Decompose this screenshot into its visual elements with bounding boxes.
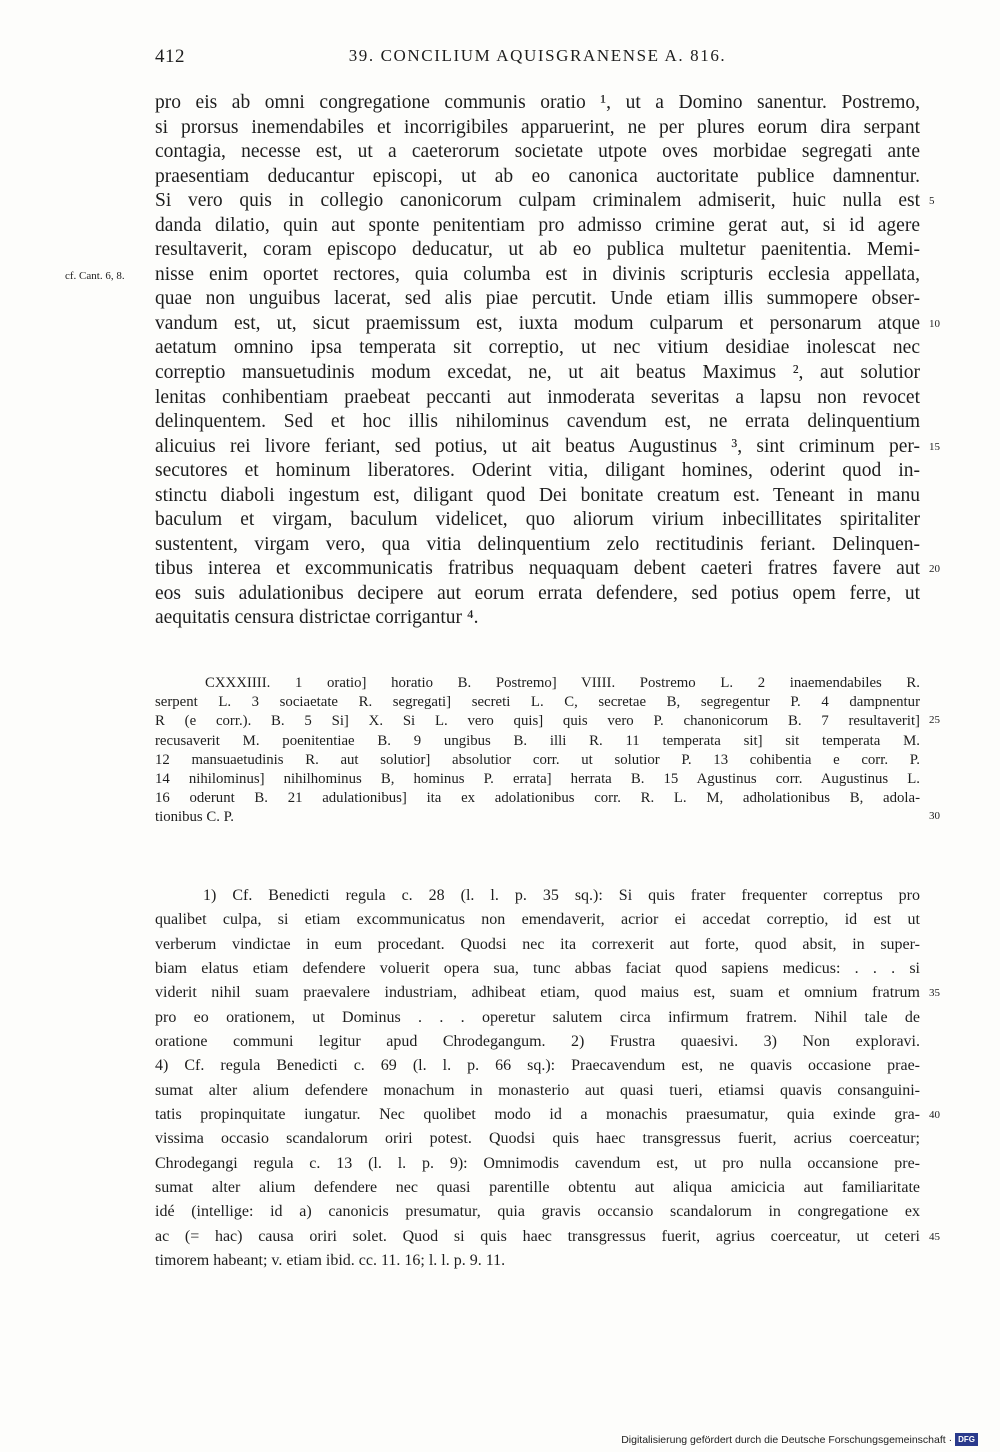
main-text-block (65, 91, 940, 631)
text-line-text: eos suis adulationibus decipere aut eorum errata defendere, sed potius opem ferre, ut (155, 582, 920, 604)
text-line-text: stinctu diaboli ingestum est, diligant quod Dei bonitate creatum est. Teneant in manu (155, 484, 920, 506)
text-line (155, 165, 920, 190)
text-line (155, 361, 920, 386)
text-line (155, 238, 920, 263)
apparatus-line-text: 16 oderunt B. 21 adulationibus] ita ex adolationibus corr. R. L. M, adholationibus B, adola- (155, 790, 920, 807)
footnote-line-text: 1) Cf. Benedicti regula c. 28 (l. l. p. 35 sq.): Si quis frater frequenter correptus pro (203, 887, 920, 904)
text-line-text: danda dilatio, quin aut sponte penitentiam pro admisso crimine gerat aut, si id agere (155, 214, 920, 236)
text-line-text: Si vero quis in collegio canonicorum culpam criminalem admiserit, huic nulla est (155, 190, 920, 212)
footnote-line (155, 1079, 920, 1103)
apparatus-line (155, 808, 940, 827)
footnote-line (155, 933, 920, 957)
text-line (155, 533, 920, 558)
text-line-text: delinquentem. Sed et hoc illis nihilominus cavendum est, ne errata delinquentium (155, 411, 920, 433)
line-number: 25 (929, 714, 940, 727)
dfg-logo: DFG (955, 1433, 978, 1446)
apparatus-line (155, 693, 920, 712)
text-line (155, 557, 940, 582)
text-line (155, 386, 920, 411)
text-line (155, 435, 940, 460)
footnote-line (155, 1054, 920, 1078)
apparatus-line-text: tionibus C. P. (155, 809, 234, 826)
text-line-text: sustentent, virgam vero, qua vitia delinquentium zelo rectitudinis feriant. Delinquen- (155, 533, 920, 555)
footnote-line-text: biam elatus etiam defendere voluerit opera sua, tunc abbas faciat quod sapiens medicus: . . . si (155, 960, 920, 978)
text-line-text: lenitas conhibentiam praebeat peccanti aut inmoderata severitas a lapsu non revocet (155, 386, 920, 408)
line-number: 20 (929, 563, 940, 576)
page-number: 412 (155, 46, 185, 67)
text-line-text: baculum et virgam, baculum videlicet, quo aliorum virium inbecillitates spiritaliter (155, 509, 920, 531)
footnote-line (155, 1152, 920, 1176)
line-number: 15 (929, 440, 940, 453)
apparatus-line (155, 751, 920, 770)
text-line-text: quae non unguibus lacerat, sed alis piae percutit. Unde etiam illis summopere obser- (155, 288, 920, 310)
footnote-line-text: oratione communi legitur apud Chrodegangum. 2) Frustra quaesivi. 3) Non exploravi. (155, 1033, 920, 1051)
text-line (155, 508, 920, 533)
footnote-line-text: sumat alter alium defendere nec quasi parentille obtentu aut aliqua amicicia aut familiaritate (155, 1179, 920, 1197)
footnote-line (155, 1249, 920, 1273)
text-line (155, 287, 920, 312)
text-line-text: resultaverit, coram episcopo deducatur, ut ab eo publica multetur paenitentia. Memi- (155, 239, 920, 261)
digitization-footer (621, 1433, 978, 1446)
text-line (155, 312, 940, 337)
text-line-text: secutores et hominum liberatores. Oderint vitia, diligant homines, oderint quod in- (155, 460, 920, 482)
footnote-line-text: idé (intellige: id a) canonicis presumatur, quia gravis occansio scandalorum in congregatione ex (155, 1203, 920, 1221)
apparatus-line-text: 12 mansuaetudinis R. aut solutior] absolutior corr. ut solutior P. 13 cohibentia e corr. P. (155, 751, 920, 768)
footnote-line-text: vissima occasio scandalorum oriri potest. Quodsi quis haec transgressus fuerit, acrius coerceatur; (155, 1130, 920, 1148)
footer-text: Digitalisierung gefördert durch die Deutsche Forschungsgemeinschaft · (621, 1433, 953, 1446)
text-line (155, 214, 920, 239)
footnote-line (155, 1200, 920, 1224)
footnote-line-text: Chrodegangi regula c. 13 (l. l. p. 9): Omnimodis cavendum est, ut pro nulla occansione pre- (155, 1154, 920, 1172)
apparatus-line-text: CXXXIIII. 1 oratio] horatio B. Postremo] VIIII. Postremo L. 2 inaemendabiles R. (205, 675, 920, 691)
apparatus-line (155, 789, 920, 808)
line-number: 45 (929, 1230, 940, 1243)
line-number: 10 (929, 317, 940, 330)
footnote-line (155, 884, 920, 908)
footnote-line-text: tatis propinquitate iungatur. Nec quolibet modo id a monachis praesumatur, quia exinde gra- (155, 1106, 920, 1124)
footnote-line (155, 981, 940, 1005)
margin-reference: cf. Cant. 6, 8. (65, 269, 125, 282)
footnote-line-text: timorem habeant; v. etiam ibid. cc. 11. 16; l. l. p. 9. 11. (155, 1252, 506, 1270)
apparatus-line-text: 14 nihilominus] nihilhominus B, hominus P. errata] herrata B. 15 Agustinus corr. Augustinus L. (155, 770, 920, 787)
footnote-line (155, 1103, 940, 1127)
footnote-line (155, 1176, 920, 1200)
footnote-line (155, 957, 920, 981)
footnote-line-text: qualibet culpa, si etiam excommunicatus non emendaverit, acrior ei accedat correptio, id est ut (155, 911, 920, 929)
text-line-text: nisse enim oportet rectores, quia columba est in divinis scripturis ecclesia appellata, (155, 263, 920, 285)
text-line (155, 484, 920, 509)
footnote-line-text: viderit nihil suam praevalere industriam, adhibeat etiam, quod maius est, suam et omnium fratrum (155, 984, 920, 1002)
apparatus-line-text: recusaverit M. poenitentiae B. 9 ungibus B. illi R. 11 temperata sit] sit temperata M. (155, 732, 920, 749)
text-line (155, 189, 935, 214)
text-line (155, 459, 920, 484)
line-number: 5 (929, 195, 935, 208)
text-line-text: praesentiam deducantur episcopi, ut ab eo canonica auctoritate publice damnentur. (155, 165, 920, 187)
footnote-line-text: 4) Cf. regula Benedicti c. 69 (l. l. p. 66 sq.): Praecavendum est, ne quavis occasione prae- (155, 1057, 920, 1075)
line-number: 35 (929, 987, 940, 1000)
line-number: 40 (929, 1109, 940, 1122)
text-line (65, 263, 920, 288)
footnote-line (155, 1006, 920, 1030)
footnote-line (155, 1030, 920, 1054)
critical-apparatus (155, 674, 940, 828)
line-number: 30 (929, 810, 940, 823)
apparatus-line-text: R (e corr.). B. 5 Si] X. Si L. vero quis] quis vero P. chanonicorum B. 7 resultaverit] (155, 713, 920, 730)
apparatus-line (155, 770, 920, 789)
text-line-text: vandum est, ut, sicut praemissum est, iuxta modum culparum et personarum atque (155, 312, 920, 334)
footnotes-block (155, 884, 940, 1274)
footnote-line-text: verberum vindictae in eum procedant. Quodsi nec ita correxerit aut forte, quod absit, in super- (155, 935, 920, 953)
text-line-text: tibus interea et excommunicatis fratribus nequaquam debent caeteri fratres favere aut (155, 558, 920, 580)
text-line (155, 582, 920, 607)
text-line (155, 91, 920, 116)
footnote-line-text: pro eo orationem, ut Dominus . . . operetur salutem circa infirmum fratrem. Nihil tale de (155, 1008, 920, 1026)
footnote-line (155, 1127, 920, 1151)
footnote-line-text: sumat alter alium defendere monachum in monasterio aut quasi tueri, etiamsi quavis consanguini- (155, 1081, 920, 1099)
text-line (155, 606, 920, 631)
footnote-line (155, 1225, 940, 1249)
apparatus-line (155, 712, 940, 731)
text-line-text: aequitatis censura districtae corrigantur ⁴. (155, 607, 479, 629)
text-line-text: alicuius rei livore feriant, sed potius, ut ait beatus Augustinus ³, sint criminum per- (155, 435, 920, 457)
footnote-line (155, 908, 920, 932)
apparatus-line-text: serpent L. 3 sociaetate R. segregati] secreti L. C, secretae B, segregentur P. 4 dampnentur (155, 694, 920, 711)
text-line (155, 116, 920, 141)
page-header (155, 46, 920, 70)
text-line-text: si prorsus inemendabiles et incorrigibiles apparuerint, ne per plures eorum dira serpant (155, 116, 920, 138)
footnote-line-text: ac (= hac) causa oriri solet. Quod si quis haec transgressus fuerit, agrius coerceatur, ut ceteri (155, 1227, 920, 1245)
text-line (155, 140, 920, 165)
text-line-text: correptio mansuetudinis modum excedat, ne, ut ait beatus Maximus ², aut solutior (155, 362, 920, 384)
text-line (155, 410, 920, 435)
apparatus-line (155, 732, 920, 751)
text-line-text: aetatum omnino ipsa temperata sit correptio, ut nec vitium desidiae inolescat nec (155, 337, 920, 359)
running-title: 39. CONCILIUM AQUISGRANENSE A. 816. (348, 46, 727, 65)
text-line-text: contagia, necesse est, ut a caeterorum societate utpote oves morbidae segregati ante (155, 141, 920, 163)
text-line (155, 336, 920, 361)
text-line-text: pro eis ab omni congregatione communis oratio ¹, ut a Domino sanentur. Postremo, (155, 92, 920, 113)
apparatus-line (155, 674, 920, 693)
